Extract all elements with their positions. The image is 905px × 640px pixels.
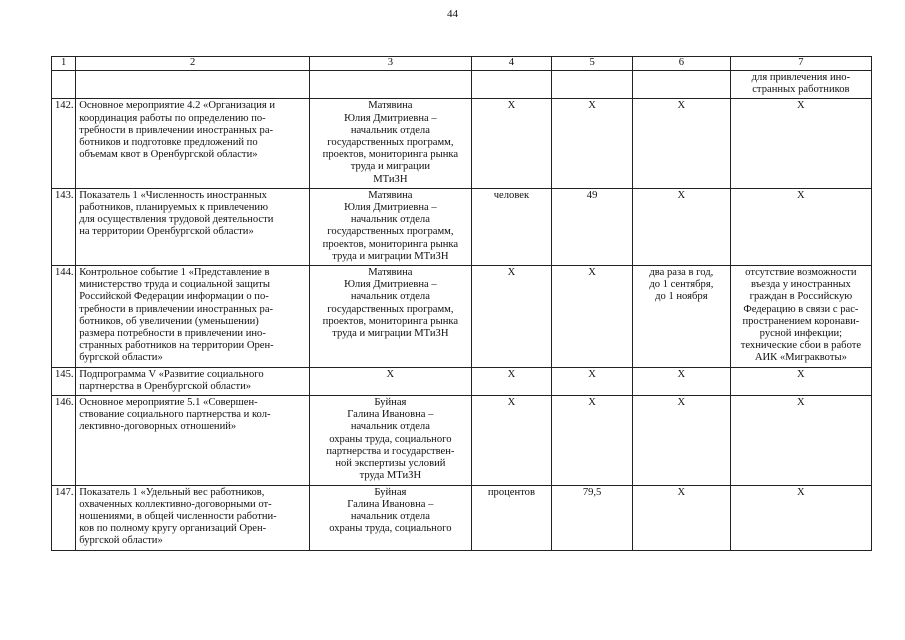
note-cell: отсутствие возможности въезда у иностранных граждан в Российскую Федерацию в связи с рас- пространением коронави- русной инфекции; технические сбои в работе АИК «Миграквоты»	[730, 266, 871, 368]
responsible-person-cell: Х	[310, 367, 471, 395]
header-row	[52, 57, 872, 71]
deadline-cell: Х	[632, 396, 730, 485]
planned-value-cell: 79,5	[552, 485, 633, 550]
header-cell: 1	[52, 57, 76, 71]
event-name-cell: Основное мероприятие 5.1 «Совершен- ствование социального партнерства и кол- лективно-договорных отношений»	[76, 396, 310, 485]
table-row	[52, 266, 872, 368]
header-cell: 2	[76, 57, 310, 71]
responsible-person-cell: Матявина Юлия Дмитриевна – начальник отдела государственных программ, проектов, мониторинга рынка труда и миграции МТиЗН	[310, 266, 471, 368]
note-cell: Х	[730, 485, 871, 550]
unit-of-measure-cell: человек	[471, 188, 552, 265]
deadline-cell	[632, 71, 730, 99]
note-cell: Х	[730, 188, 871, 265]
table-row	[52, 485, 872, 550]
event-name-cell: Основное мероприятие 4.2 «Организация и координация работы по определению по- требности в привлечении иностранных ра- ботников и подготовке предложений по объемам квот в Оренбургской области»	[76, 99, 310, 188]
row-number-cell	[52, 71, 76, 99]
header-cell: 4	[471, 57, 552, 71]
deadline-cell: Х	[632, 188, 730, 265]
table-row	[52, 99, 872, 188]
responsible-person-cell: Буйная Галина Ивановна – начальник отдела охраны труда, социального	[310, 485, 471, 550]
planned-value-cell: Х	[552, 99, 633, 188]
table-row	[52, 188, 872, 265]
table-row	[52, 367, 872, 395]
row-number-cell: 144.	[52, 266, 76, 368]
row-number-cell: 146.	[52, 396, 76, 485]
unit-of-measure-cell: Х	[471, 266, 552, 368]
page-number: 44	[447, 8, 458, 20]
unit-of-measure-cell: Х	[471, 99, 552, 188]
row-number-cell: 145.	[52, 367, 76, 395]
header-cell: 7	[730, 57, 871, 71]
responsible-person-cell: Матявина Юлия Дмитриевна – начальник отдела государственных программ, проектов, мониторинга рынка труда и миграции МТиЗН	[310, 188, 471, 265]
note-cell: Х	[730, 396, 871, 485]
row-number-cell: 143.	[52, 188, 76, 265]
planned-value-cell: 49	[552, 188, 633, 265]
header-cell: 5	[552, 57, 633, 71]
unit-of-measure-cell: Х	[471, 396, 552, 485]
note-cell: для привлечения ино- странных работников	[730, 71, 871, 99]
header-cell: 3	[310, 57, 471, 71]
row-number-cell: 142.	[52, 99, 76, 188]
responsible-person-cell	[310, 71, 471, 99]
unit-of-measure-cell: процентов	[471, 485, 552, 550]
note-cell: Х	[730, 367, 871, 395]
program-table	[51, 56, 872, 551]
unit-of-measure-cell	[471, 71, 552, 99]
row-number-cell: 147.	[52, 485, 76, 550]
responsible-person-cell: Матявина Юлия Дмитриевна – начальник отдела государственных программ, проектов, мониторинга рынка труда и миграции МТиЗН	[310, 99, 471, 188]
header-cell: 6	[632, 57, 730, 71]
note-cell: Х	[730, 99, 871, 188]
event-name-cell: Подпрограмма V «Развитие социального партнерства в Оренбургской области»	[76, 367, 310, 395]
planned-value-cell: Х	[552, 367, 633, 395]
deadline-cell: Х	[632, 99, 730, 188]
event-name-cell: Показатель 1 «Удельный вес работников, охваченных коллективно-договорными от- ношениями, в общей численности работни- ков по полному кругу организаций Орен- бургской области»	[76, 485, 310, 550]
planned-value-cell	[552, 71, 633, 99]
unit-of-measure-cell: Х	[471, 367, 552, 395]
event-name-cell	[76, 71, 310, 99]
table-row	[52, 396, 872, 485]
deadline-cell: два раза в год, до 1 сентября, до 1 ноября	[632, 266, 730, 368]
deadline-cell: Х	[632, 367, 730, 395]
deadline-cell: Х	[632, 485, 730, 550]
planned-value-cell: Х	[552, 396, 633, 485]
responsible-person-cell: Буйная Галина Ивановна – начальник отдела охраны труда, социального партнерства и государствен- ной экспертизы условий труда МТиЗН	[310, 396, 471, 485]
planned-value-cell: Х	[552, 266, 633, 368]
table-row	[52, 71, 872, 99]
event-name-cell: Контрольное событие 1 «Представление в министерство труда и социальной защиты Российской Федерации информации о по- требности в привлечении иностранных ра- ботников, об увеличении (уменьшении) размера потребности в привлечении ино- странных работников на территории Орен- бургской области»	[76, 266, 310, 368]
event-name-cell: Показатель 1 «Численность иностранных работников, планируемых к привлечению для осуществления трудовой деятельности на территории Оренбургской области»	[76, 188, 310, 265]
